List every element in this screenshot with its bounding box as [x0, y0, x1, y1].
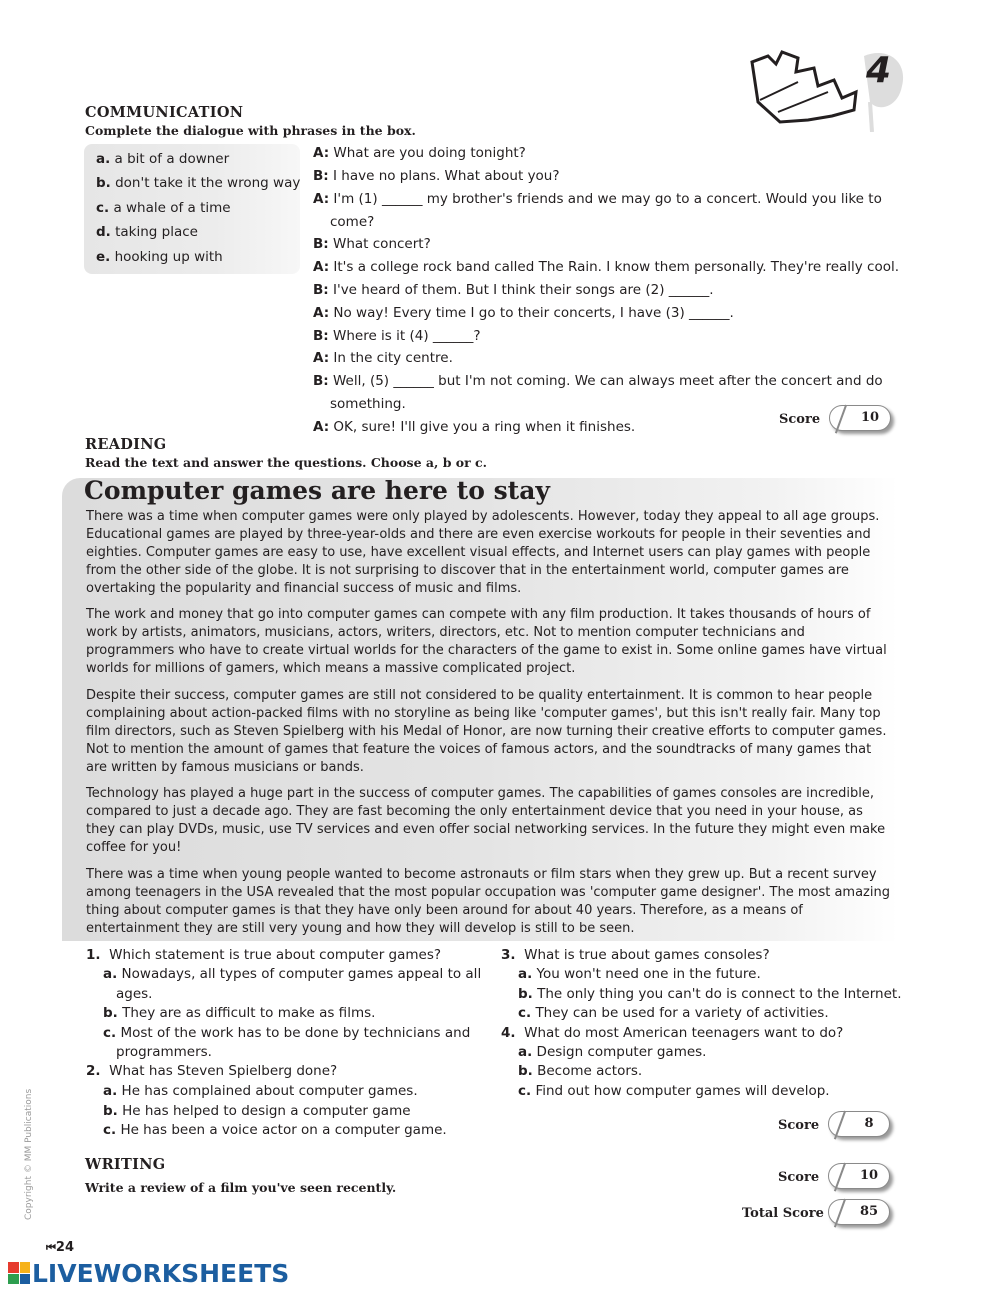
liveworksheets-text: LIVEWORKSHEETS: [32, 1258, 290, 1288]
page-number: ⏮24: [46, 1240, 74, 1255]
dialogue-line: A: It's a college rock band called The Rain. I know them personally. They're really cool.: [313, 259, 900, 275]
total-score-value: 85: [859, 1204, 879, 1219]
answer-option[interactable]: a. Nowadays, all types of computer games appeal to all: [103, 966, 482, 982]
article-title: Computer games are here to stay: [84, 476, 550, 505]
dialogue-line: B: I have no plans. What about you?: [313, 168, 560, 184]
answer-option[interactable]: a. You won't need one in the future.: [518, 966, 761, 982]
liveworksheets-logo[interactable]: [8, 1259, 289, 1287]
phrase-item: e. hooking up with: [96, 249, 223, 265]
question: 2. What has Steven Spielberg done?: [86, 1063, 338, 1079]
reading-score-box: [828, 1111, 890, 1137]
dialogue-line: A: In the city centre.: [313, 350, 453, 366]
phrase-item: a. a bit of a downer: [96, 151, 230, 167]
writing-instruction: Write a review of a film you've seen recently.: [85, 1180, 397, 1195]
answer-option[interactable]: a. He has complained about computer games.: [103, 1083, 418, 1099]
article-paragraph: Technology has played a huge part in the success of computer games. The capabilities of games consoles are incredible, compared to just a decade ago. They are fast becoming the only entertainment device that you need in your house, as they can play DVDs, music, use TV services and even offer social networking services. In the future they might even make coffee for you!: [86, 786, 886, 855]
liveworksheets-icon: [8, 1262, 30, 1284]
phrase-item: d. taking place: [96, 224, 198, 240]
writing-score-value: 10: [859, 1168, 879, 1183]
reading-title: READING: [85, 436, 167, 453]
answer-option-continued: ages.: [116, 986, 153, 1002]
copyright-text: Copyright © MM Publications: [24, 1088, 34, 1220]
communication-score-label: Score: [779, 412, 821, 427]
communication-score-box: [829, 405, 891, 431]
writing-score-box: [828, 1163, 890, 1189]
answer-option[interactable]: c. He has been a voice actor on a computer game.: [103, 1122, 447, 1138]
dialogue-line-continued: something.: [330, 396, 406, 412]
answer-option[interactable]: c. They can be used for a variety of activities.: [518, 1005, 829, 1021]
dialogue-line: B: Where is it (4) ______?: [313, 328, 481, 344]
total-score-label: Total Score: [742, 1206, 824, 1221]
dialogue-line: B: Well, (5) ______ but I'm not coming. We can always meet after the concert and do: [313, 373, 883, 389]
answer-option[interactable]: c. Find out how computer games will develop.: [518, 1083, 830, 1099]
dialogue-line: B: I've heard of them. But I think their songs are (2) ______.: [313, 282, 714, 298]
writing-title: WRITING: [85, 1156, 166, 1173]
reading-instruction: Read the text and answer the questions. Choose a, b or c.: [85, 455, 488, 470]
answer-option[interactable]: b. He has helped to design a computer game: [103, 1103, 411, 1119]
question: 4. What do most American teenagers want to do?: [501, 1025, 844, 1041]
reading-score-value: 8: [864, 1116, 874, 1131]
phrase-item: b. don't take it the wrong way: [96, 175, 301, 191]
page-arrows-icon: ⏮: [46, 1241, 56, 1254]
dialogue-line: A: What are you doing tonight?: [313, 145, 526, 161]
total-score-box: [828, 1199, 890, 1225]
full-blast-logo: [738, 42, 908, 132]
answer-option-continued: programmers.: [116, 1044, 212, 1060]
answer-option[interactable]: a. Design computer games.: [518, 1044, 707, 1060]
communication-title: COMMUNICATION: [85, 104, 244, 121]
phrase-item: c. a whale of a time: [96, 200, 231, 216]
dialogue-line-continued: come?: [330, 214, 375, 230]
question: 1. Which statement is true about computer games?: [86, 947, 442, 963]
answer-option[interactable]: b. The only thing you can't do is connect to the Internet.: [518, 986, 902, 1002]
article-paragraph: Despite their success, computer games are still not considered to be quality entertainment. It is common to hear people complaining about action-packed films with no storyline as being like 'computer games', but this isn't really fair. Many top film directors, such as Steven Spielberg with his Medal of Honor, are now turning their creative efforts to computer games. Not to mention the amount of games that feature the voices of famous actors, and the soundtracks of many games that are written by famous musicians or bands.: [86, 688, 887, 775]
dialogue-line: A: I'm (1) ______ my brother's friends and we may go to a concert. Would you like to: [313, 191, 882, 207]
dialogue-line: B: What concert?: [313, 236, 431, 252]
dialogue-line: A: OK, sure! I'll give you a ring when it finishes.: [313, 419, 636, 435]
question: 3. What is true about games consoles?: [501, 947, 770, 963]
writing-score-label: Score: [778, 1170, 820, 1185]
dialogue-line: A: No way! Every time I go to their concerts, I have (3) ______.: [313, 305, 734, 321]
reading-score-label: Score: [778, 1118, 820, 1133]
answer-option[interactable]: c. Most of the work has to be done by technicians and: [103, 1025, 471, 1041]
article-paragraph: The work and money that go into computer games can compete with any film production. It takes thousands of hours of work by artists, animators, musicians, actors, writers, directors, etc. Not to mention computer technicians and programmers who have to create virtual worlds for the characters of the game to exist in. Some online games have virtual worlds for millions of gamers, which means a massive complicated project.: [86, 607, 887, 676]
article-paragraph: There was a time when young people wanted to become astronauts or film stars when they grew up. But a recent survey among teenagers in the USA revealed that the most popular occupation was 'computer game designer'. The most amazing thing about computer games is that they have only been around for about 40 years. Therefore, as a means of entertainment they are still very young and how they will develop is still to be seen.: [86, 867, 890, 936]
answer-option[interactable]: b. They are as difficult to make as films.: [103, 1005, 376, 1021]
communication-score-value: 10: [860, 410, 880, 425]
answer-option[interactable]: b. Become actors.: [518, 1063, 643, 1079]
communication-instruction: Complete the dialogue with phrases in the box.: [85, 123, 416, 138]
article-paragraph: There was a time when computer games were only played by adolescents. However, today they appeal to all age groups. Educational games are played by three-year-olds and there are even exercise workouts for people in their seventies and eighties. Computer games are easy to use, have excellent visual effects, and Internet users can play games with people from the other side of the globe. It is not surprising to discover that in the entertainment world, computer games are overtaking the popularity and financial success of music and films.: [86, 509, 880, 596]
logo-level: 4: [866, 50, 892, 91]
